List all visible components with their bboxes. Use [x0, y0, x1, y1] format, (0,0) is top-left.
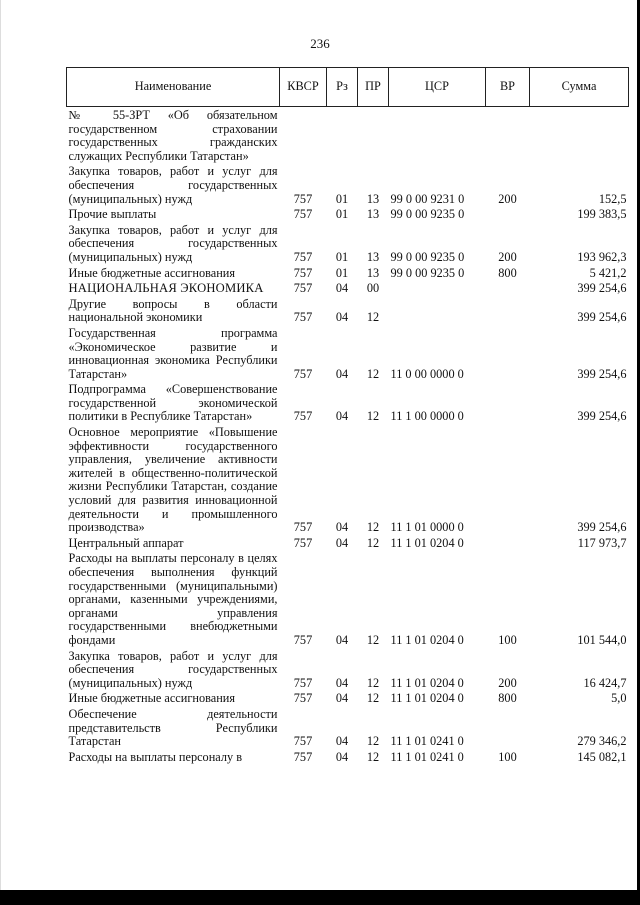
cell-sum: 399 254,6 [577, 409, 627, 424]
cell-kvsr: 757 [293, 281, 313, 296]
cell-csr: 11 1 01 0204 0 [390, 632, 464, 647]
table-row [67, 296, 629, 325]
cell-csr [389, 280, 486, 296]
cell-rz: 01 [335, 249, 349, 264]
cell-name: Прочие выплаты [68, 207, 157, 222]
table-row [67, 107, 629, 164]
cell-sum: 16 424,7 [583, 675, 627, 690]
cell-kvsr: 757 [293, 207, 313, 222]
cell-vr [486, 381, 530, 424]
cell-name: № 55-ЗРТ «Об обязательном государственном страховании государственных гражданских служащих Республики Татарстан» [68, 108, 278, 163]
cell-pr: 13 [366, 207, 380, 222]
cell-pr: 12 [366, 734, 380, 749]
cell-sum: 399 254,6 [577, 310, 627, 325]
cell-kvsr: 757 [293, 691, 313, 706]
cell-sum: 199 383,5 [577, 207, 627, 222]
header-rz: Рз [327, 68, 358, 107]
cell-rz: 04 [335, 691, 349, 706]
cell-vr: 200 [498, 191, 517, 206]
cell-rz: 04 [335, 734, 349, 749]
cell-kvsr [280, 107, 327, 164]
cell-sum: 399 254,6 [577, 366, 627, 381]
cell-kvsr: 757 [293, 409, 313, 424]
header-vr: ВР [486, 68, 530, 107]
cell-pr: 12 [366, 366, 380, 381]
cell-vr [486, 280, 530, 296]
header-pr: ПР [358, 68, 389, 107]
cell-name: Другие вопросы в области национальной экономики [68, 296, 278, 325]
cell-csr: 99 0 00 9231 0 [390, 191, 465, 206]
table-row [67, 550, 629, 647]
cell-sum: 152,5 [598, 191, 627, 206]
cell-pr: 12 [366, 749, 380, 764]
cell-rz: 01 [335, 265, 349, 280]
cell-sum: 117 973,7 [577, 535, 627, 550]
cell-rz: 04 [335, 281, 349, 296]
cell-name: Иные бюджетные ассигнования [68, 691, 236, 706]
cell-kvsr: 757 [293, 310, 313, 325]
cell-vr [486, 535, 530, 551]
cell-sum [530, 107, 629, 164]
cell-vr: 800 [498, 691, 517, 706]
cell-csr: 11 1 01 0204 0 [390, 691, 464, 706]
table-row [67, 706, 629, 749]
cell-pr: 12 [366, 691, 380, 706]
cell-kvsr: 757 [293, 249, 313, 264]
cell-rz: 04 [335, 535, 349, 550]
cell-kvsr: 757 [293, 520, 313, 535]
cell-pr: 12 [366, 675, 380, 690]
cell-pr: 13 [366, 191, 380, 206]
page-number: 236 [310, 36, 330, 51]
cell-pr: 13 [366, 249, 380, 264]
cell-sum: 101 544,0 [577, 632, 627, 647]
cell-csr: 99 0 00 9235 0 [390, 265, 465, 280]
cell-pr: 00 [366, 281, 380, 296]
cell-sum: 279 346,2 [577, 734, 627, 749]
cell-csr: 11 1 01 0204 0 [390, 535, 464, 550]
cell-name: Расходы на выплаты персоналу в [68, 749, 243, 764]
cell-name: Подпрограмма «Совершенствование государственной экономической политики в Республике Татарстан» [68, 382, 278, 424]
cell-kvsr: 757 [293, 675, 313, 690]
cell-kvsr: 757 [293, 191, 313, 206]
cell-vr [486, 107, 530, 164]
scan-edge-left [0, 0, 1, 890]
table-row [67, 325, 629, 381]
table-row [67, 749, 629, 765]
cell-name: Основное мероприятие «Повышение эффективности государственного управления, увеличение активности жителей в общественно-политической жизни Республики Татарстан, создание условий для развития инновационной деятельности и промышленного производства» [68, 425, 278, 535]
table-row [67, 381, 629, 424]
cell-sum: 193 962,3 [577, 249, 627, 264]
cell-rz: 04 [335, 675, 349, 690]
cell-pr: 12 [366, 520, 380, 535]
cell-rz: 04 [335, 409, 349, 424]
cell-csr: 11 1 01 0241 0 [390, 734, 464, 749]
cell-sum: 399 254,6 [577, 281, 627, 296]
cell-rz: 04 [335, 632, 349, 647]
cell-vr: 200 [498, 249, 517, 264]
cell-kvsr: 757 [293, 632, 313, 647]
cell-name: Государственная программа «Экономическое развитие и инновационная экономика Республики Татарстан» [68, 325, 278, 381]
cell-vr [486, 424, 530, 535]
cell-vr [486, 325, 530, 381]
budget-table [66, 67, 629, 764]
cell-rz: 01 [335, 207, 349, 222]
cell-pr: 12 [366, 409, 380, 424]
table-row [67, 648, 629, 691]
cell-csr: 99 0 00 9235 0 [390, 249, 465, 264]
table-row [67, 222, 629, 265]
cell-csr: 11 1 01 0241 0 [390, 749, 464, 764]
cell-vr: 100 [498, 749, 517, 764]
cell-vr: 200 [498, 675, 517, 690]
table-row [67, 265, 629, 281]
cell-sum: 145 082,1 [577, 749, 627, 764]
cell-vr [486, 296, 530, 325]
cell-csr [389, 296, 486, 325]
cell-kvsr: 757 [293, 366, 313, 381]
cell-pr: 12 [366, 632, 380, 647]
cell-name: НАЦИОНАЛЬНАЯ ЭКОНОМИКА [68, 281, 264, 296]
header-csr: ЦСР [389, 68, 486, 107]
cell-csr: 11 1 00 0000 0 [390, 409, 464, 424]
table-header [67, 68, 629, 107]
cell-name: Закупка товаров, работ и услуг для обеспечения государственных (муниципальных) нужд [68, 648, 278, 690]
cell-kvsr: 757 [293, 535, 313, 550]
table-row [67, 280, 629, 296]
scan-bottom-bar [0, 890, 640, 905]
cell-name: Закупка товаров, работ и услуг для обеспечения государственных (муниципальных) нужд [68, 164, 278, 206]
cell-sum: 5 421,2 [589, 265, 627, 280]
cell-rz: 04 [335, 749, 349, 764]
cell-pr [358, 107, 389, 164]
cell-name: Закупка товаров, работ и услуг для обеспечения государственных (муниципальных) нужд [68, 222, 278, 264]
cell-name: Иные бюджетные ассигнования [68, 265, 236, 280]
table-row [67, 206, 629, 222]
cell-rz: 01 [335, 191, 349, 206]
cell-pr: 13 [366, 265, 380, 280]
cell-sum: 5,0 [611, 691, 627, 706]
table-row [67, 424, 629, 535]
header-kvsr: КВСР [280, 68, 327, 107]
cell-pr: 12 [366, 535, 380, 550]
cell-vr: 100 [498, 632, 517, 647]
cell-pr: 12 [366, 310, 380, 325]
table-row [67, 163, 629, 206]
cell-csr [389, 107, 486, 164]
header-name: Наименование [67, 68, 280, 107]
cell-rz [327, 107, 358, 164]
cell-csr: 11 1 01 0204 0 [390, 675, 464, 690]
cell-kvsr: 757 [293, 265, 313, 280]
cell-vr: 800 [498, 265, 517, 280]
cell-rz: 04 [335, 366, 349, 381]
table-body [67, 107, 629, 765]
cell-csr: 11 0 00 0000 0 [390, 366, 464, 381]
cell-vr [486, 206, 530, 222]
cell-name: Обеспечение деятельности представительств Республики Татарстан [68, 706, 278, 749]
table-row [67, 690, 629, 706]
cell-rz: 04 [335, 310, 349, 325]
cell-sum: 399 254,6 [577, 520, 627, 535]
cell-kvsr: 757 [293, 734, 313, 749]
cell-name: Центральный аппарат [68, 535, 184, 550]
table-row [67, 535, 629, 551]
cell-name: Расходы на выплаты персоналу в целях обеспечения выполнения функций государственными (муниципальными) органами, казенными учреждениями, органами управления государственными внебюджетными фондами [68, 551, 278, 647]
cell-vr [486, 706, 530, 749]
cell-csr: 99 0 00 9235 0 [390, 207, 465, 222]
cell-kvsr: 757 [293, 749, 313, 764]
cell-csr: 11 1 01 0000 0 [390, 520, 464, 535]
cell-rz: 04 [335, 520, 349, 535]
header-sum: Сумма [530, 68, 629, 107]
